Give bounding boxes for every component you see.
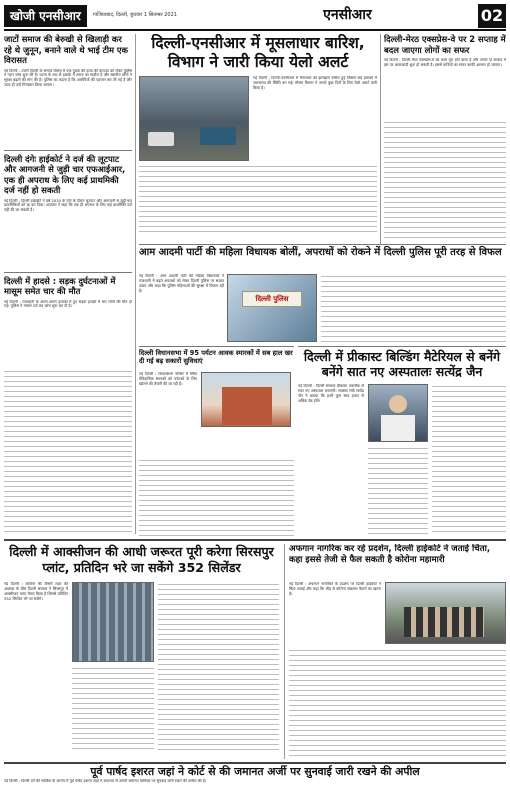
cylinders-photo (72, 582, 154, 662)
body-lower-left-continued (72, 666, 154, 752)
oxygen-story (4, 544, 279, 759)
car-shape (148, 132, 174, 146)
body-right1-continued (384, 120, 506, 240)
headline-lower-right: अफगान नागरिक कर रहे प्रदर्शन, दिल्ली हाईकोर्ट ने जताई चिंता, कहा इससे तेजी से फैल सकती है कोरोना महामारी (289, 544, 491, 565)
police-photo (227, 274, 317, 342)
body-lower-right-continued (289, 648, 506, 756)
body-main-continued (139, 164, 377, 232)
divider (139, 346, 294, 347)
headline-mid1: आम आदमी पार्टी की महिला विधायक बोलीं, अपराधों को रोकने में दिल्ली पुलिस पूरी तरह से विफल (139, 247, 502, 258)
hospital-story (298, 346, 506, 536)
body-bottom: नई दिल्ली : दिल्ली दंगे की साजिश के आरोप में पूर्व पार्षद इशरत जहां ने अदालत से अपनी जमानत याचिका पर सुनवाई जारी रखने की अपील की है। (4, 779, 207, 783)
headline-bottom: पूर्व पार्षद इशरत जहां ने कोर्ट से की जमानत अर्जी पर सुनवाई जारी रखने की अपील (90, 765, 420, 778)
body-left2: नई दिल्ली : दिल्ली हाईकोर्ट ने वर्ष 2020 के दंगों के दौरान लूटपाट और आगजनी से जुड़ी चार प्राथमिकियों को रद्द कर दिया। अदालत ने कहा कि एक ही अपराध के लिए कई प्राथमिकी दर्ज नहीं की जा सकती हैं। (4, 198, 132, 213)
column-divider (284, 544, 285, 759)
headline-main: दिल्ली-एनसीआर में मूसलाधार बारिश, विभाग ने जारी किया येलो अलर्ट (151, 34, 365, 71)
body-mid1-continued (321, 274, 506, 344)
face-shape (389, 395, 407, 413)
masthead (4, 3, 506, 31)
body-lower-left: नई दिल्ली : कोरोना की तीसरी लहर की आशंका के बीच दिल्ली सरकार ने सिरसपुर में आक्सीजन प्लांट तैयार किया है जिससे प्रतिदिन 352 सिलेंडर भरे जा सकेंगे। (4, 582, 68, 601)
bail-story (4, 765, 506, 798)
fort-shape (222, 387, 272, 425)
headline-left1: जाटों समाज की बेरुखी से खिलाड़ी कर रहे थे जुनून, बनाने वाले थे भाई टीम एक विरासत (4, 34, 128, 65)
headline-mid2: दिल्ली विधानसभा में 95 पर्यटन आवक स्मारकों में सब हाल खर दी गई बढ़ सकारों सुविधाएं (139, 349, 293, 366)
page-number: 02 (478, 4, 506, 28)
body-lower-left-continued (158, 582, 279, 752)
assembly-continued (139, 458, 294, 536)
aap-story (139, 244, 506, 344)
red-fort-photo (201, 372, 291, 427)
body-mid1: नई दिल्ली : आम आदमी पार्टी की महिला विधायकों ने राजधानी में बढ़ते अपराधों को लेकर दिल्ली पुलिस पर सवाल उठाए और कहा कि पुलिस महिलाओं की सुरक्षा में विफल रही है। (139, 274, 224, 293)
body-main: नई दिल्ली : दिल्ली-एनसीआर में मंगलवार को झमाझम बारिश हुई जिससे कई इलाकों में जलभराव की स्थिति बन गई। मौसम विभाग ने अगले कुछ दिनों के लिए येलो अलर्ट जारी किया है। (253, 76, 377, 90)
crowd-shape (404, 607, 484, 637)
body-left1: नई दिल्ली : उत्तरी दिल्ली के समाज विरोध में एक युवक की हत्या की वारदात को लेकर पुलिस ने गहन जांच शुरू की है। घटना के बाद से इलाके में तनाव का माहौल है और स्थानीय लोगों ने सुरक्षा बढ़ाने की मांग की है। पुलिस का कहना है कि आरोपियों की पहचान कर ली गई है और जल्द ही उन्हें गिरफ्तार किया जाएगा। (4, 68, 132, 88)
edition-date: गाजियाबाद, दिल्ली, बुधवार 1 सितम्बर 2021 (92, 12, 177, 19)
lead-story (139, 34, 377, 234)
headline-left2: दिल्ली दंगेः हाईकोर्ट ने दर्ज की लूटपाट और आगजनी से जुड़ी चार एफआईआर, एक ही अपराध के लिए कई प्राथमिकी दर्ज नहीं हो सकती (4, 153, 126, 195)
headline-lower-left: दिल्ली में आक्सीजन की आधी जरूरत पूरी करेगा सिरसपुर प्लांट, प्रतिदिन भरे जा सकेंगे 352 सिलेंडर (9, 544, 274, 575)
body-left3: नई दिल्ली : राजधानी के अलग-अलग इलाकों में हुए सड़क हादसों में चार लोगों की मौत हो गई। पुलिस ने मामले दर्ज कर जांच शुरू कर दी है। (4, 299, 132, 309)
bus-shape (200, 127, 236, 145)
headline-left3: दिल्ली में हादसे : सड़क दुर्घटनाओं में मासूम समेत चार की मौत (4, 275, 116, 296)
body-right1: नई दिल्ली : दिल्ली-मेरठ एक्सप्रेस-वे का काम पूरा होने वाला है और अगले दो सप्ताह में इस पर आवाजाही शुरू हो सकती है। इससे यात्रियों का सफर काफी आसान हो जाएगा। (384, 58, 506, 67)
paper-logo: खोजी एनसीआर (4, 5, 87, 27)
body-lower-right: नई दिल्ली : अफगान नागरिकों के प्रदर्शन पर दिल्ली हाईकोर्ट ने चिंता जताई और कहा कि भीड़ से कोरोना संक्रमण फैलने का खतरा है। (289, 582, 381, 596)
divider (298, 346, 506, 347)
body-mid3-continued (432, 384, 506, 534)
assembly-story (139, 346, 294, 456)
police-sign (242, 291, 302, 307)
divider (4, 272, 132, 273)
body-mid3-continued (368, 446, 428, 534)
bottom-divider (4, 762, 506, 764)
body-mid3: नई दिल्ली : दिल्ली सरकार प्रीकास्ट तकनीक से सात नए अस्पताल बनाएगी। स्वास्थ्य मंत्री सत्येंद्र जैन ने बताया कि इनमें कुल सात हजार से अधिक बेड होंगे। (298, 384, 364, 403)
left-column-continued (4, 369, 132, 534)
headline-mid3: दिल्ली में प्रीकास्ट बिल्डिंग मैटेरियल से बनेंगे बनेंगे सात नए अस्पतालः सत्येंद्र जैन (303, 349, 501, 379)
left-column (4, 34, 132, 364)
body-mid2: नई दिल्ली : विधानसभा परिसर में स्थित ऐतिहासिक स्मारकों को पर्यटकों के लिए खोलने की तैयारी की जा रही है। (139, 372, 197, 386)
police-sign-text: दिल्ली पुलिस (255, 295, 289, 303)
rain-photo (139, 76, 249, 161)
headline-right1: दिल्ली-मेरठ एक्सप्रेस-वे पर 2 सप्ताह में बदल जाएगा लोगों का सफर (384, 34, 506, 55)
shirt-shape (381, 415, 415, 442)
protest-photo (385, 582, 506, 644)
column-divider (380, 34, 381, 244)
band-divider (4, 539, 506, 541)
divider (4, 150, 132, 151)
section-title: एनसीआर (323, 7, 372, 24)
afghan-story (289, 544, 506, 759)
minister-photo (368, 384, 428, 442)
right-column (384, 34, 506, 244)
column-divider (135, 34, 136, 534)
divider (139, 244, 506, 245)
